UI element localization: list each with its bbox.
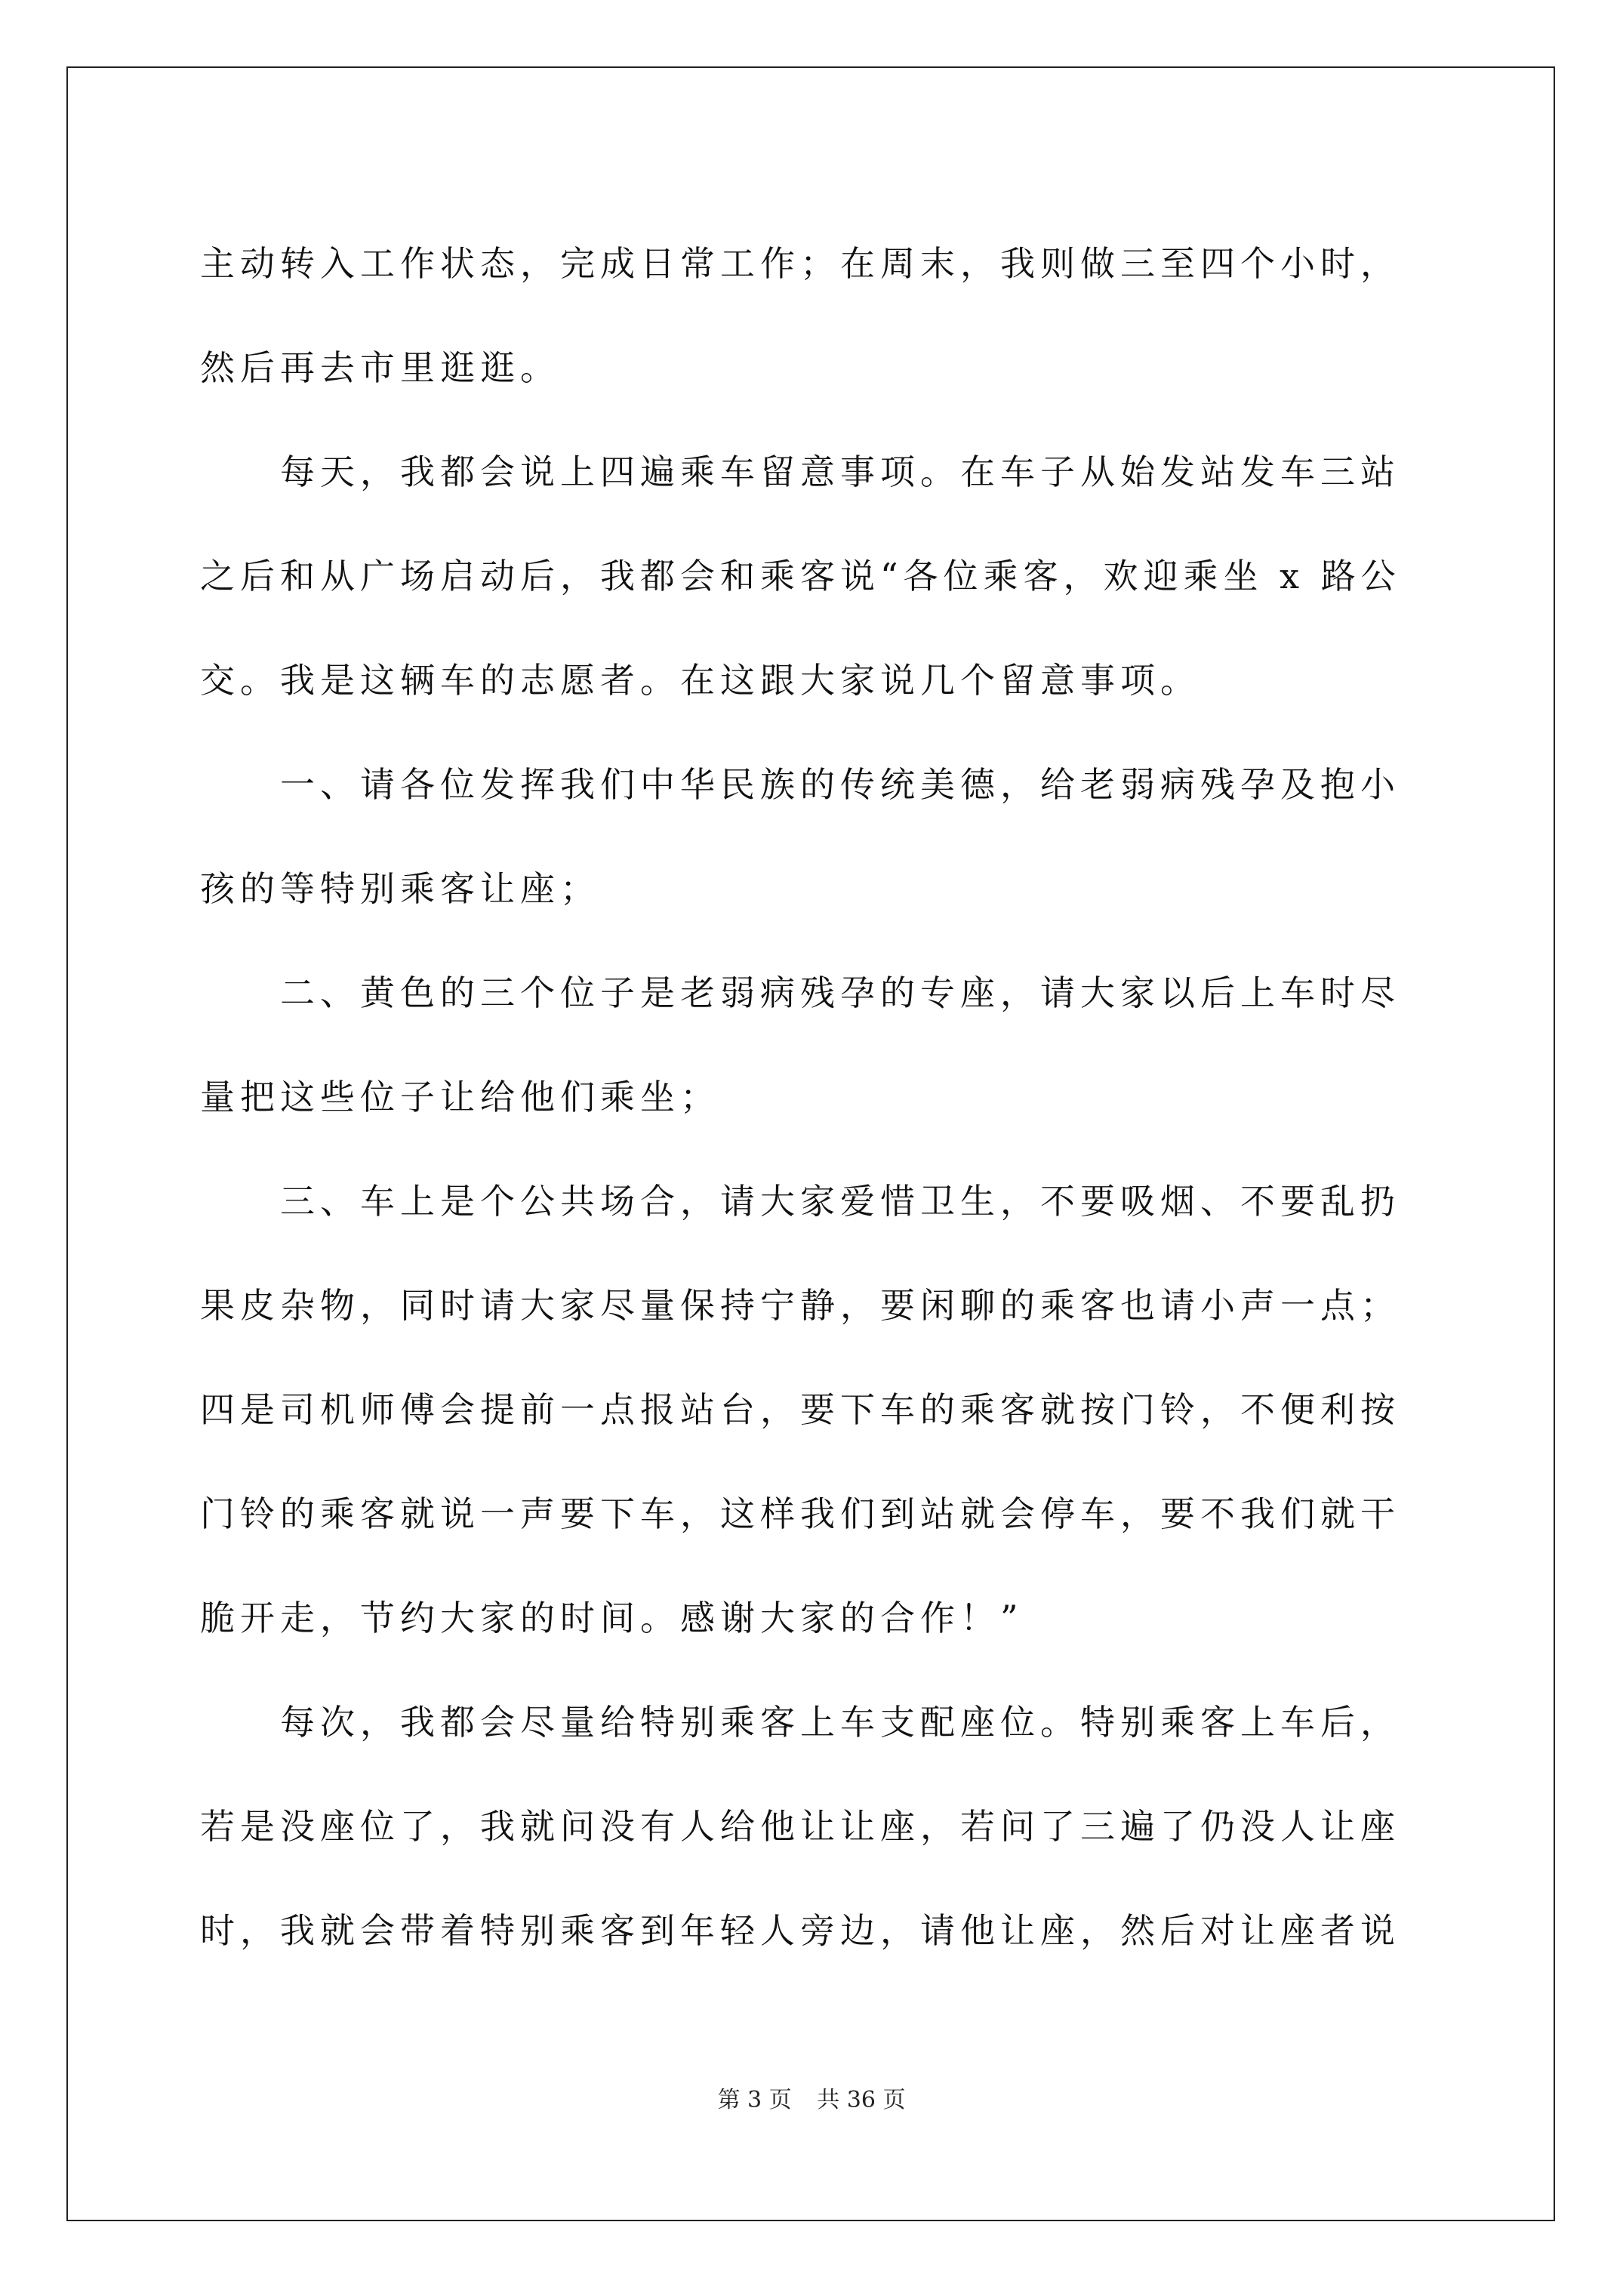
text-line: 交。我是这辆车的志愿者。在这跟大家说几个留意事项。 (200, 660, 1200, 701)
text-line: 时，我就会带着特别乘客到年轻人旁边，请他让座，然后对让座者说 (200, 1910, 1400, 1951)
text-line: 一、请各位发挥我们中华民族的传统美德，给老弱病残孕及抱小 (200, 764, 1400, 805)
text-line: 每次，我都会尽量给特别乘客上车支配座位。特别乘客上车后， (200, 1702, 1400, 1743)
document-body (200, 211, 1438, 1983)
text-line: 二、黄色的三个位子是老弱病残孕的专座，请大家以后上车时尽 (200, 972, 1400, 1013)
page-footer (0, 2085, 1623, 2116)
page-total: 共 36 页 (817, 2087, 906, 2113)
text-line: 之后和从广场启动后，我都会和乘客说“各位乘客，欢迎乘坐 x 路公 (200, 556, 1401, 596)
text-line: 门铃的乘客就说一声要下车，这样我们到站就会停车，要不我们就干 (200, 1493, 1400, 1534)
text-line: 三、车上是个公共场合，请大家爱惜卫生，不要吸烟、不要乱扔 (200, 1181, 1400, 1222)
text-line: 若是没座位了，我就问没有人给他让让座，若问了三遍了仍没人让座 (200, 1806, 1400, 1847)
text-line: 果皮杂物，同时请大家尽量保持宁静，要闲聊的乘客也请小声一点； (200, 1285, 1400, 1326)
text-line: 四是司机师傅会提前一点报站台，要下车的乘客就按门铃，不便利按 (200, 1389, 1400, 1430)
page-number: 第 3 页 (717, 2087, 792, 2113)
text-line: 主动转入工作状态，完成日常工作；在周末，我则做三至四个小时， (200, 243, 1400, 284)
text-line: 孩的等特别乘客让座； (200, 868, 600, 909)
text-line: 脆开走，节约大家的时间。感谢大家的合作！” (200, 1598, 1024, 1638)
text-line: 量把这些位子让给他们乘坐； (200, 1077, 720, 1117)
text-line: 每天，我都会说上四遍乘车留意事项。在车子从始发站发车三站 (200, 451, 1400, 492)
text-line: 然后再去市里逛逛。 (200, 347, 560, 388)
